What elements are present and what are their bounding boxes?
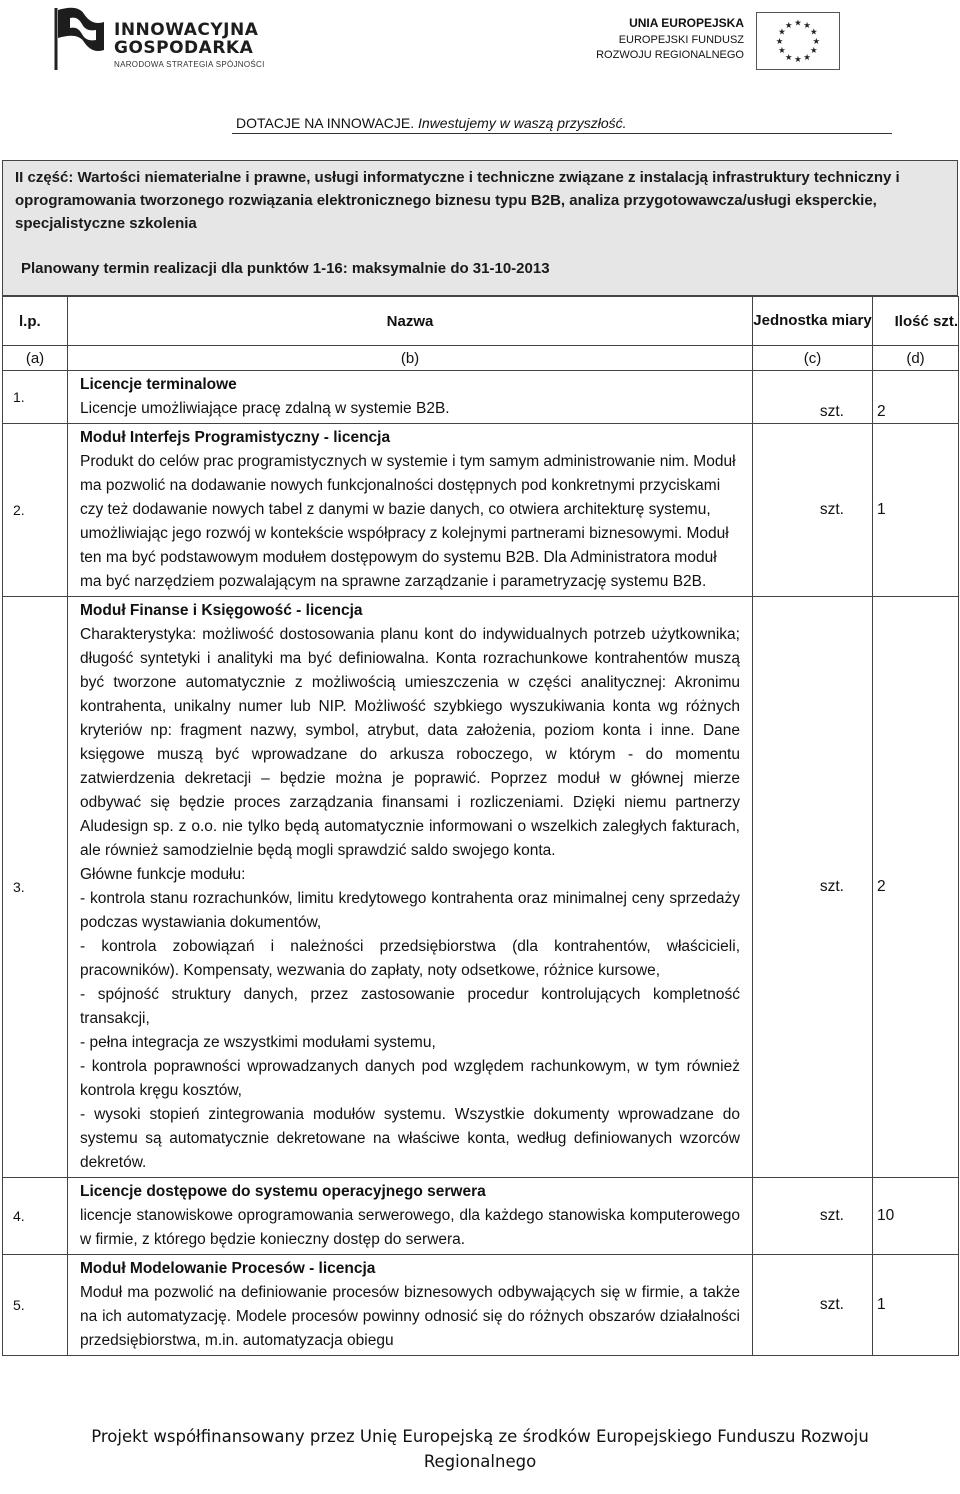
table-row xyxy=(3,424,959,597)
eu-star-icon: ★ xyxy=(810,26,818,37)
row-title: Licencje dostępowe do systemu operacyjnego serwera xyxy=(80,1183,486,1200)
row-qty: 2 xyxy=(873,597,959,1178)
row-name xyxy=(68,1178,753,1255)
row-title: Moduł Finanse i Księgowość - licencja xyxy=(80,602,363,619)
table-row xyxy=(3,1255,959,1356)
header-unit: Jednostka miary xyxy=(753,297,873,346)
row-name xyxy=(68,1255,753,1356)
part-title: II część: Wartości niematerialne i prawne, usługi informatyczne i techniczne związane z instalacją infrastruktury techniczny i oprogramowania tworzonego rozwiązania elektronicznego biznesu typu B2B, analiza przygotowawcza/usługi eksperckie, specjalistyczne szkolenia xyxy=(15,169,900,232)
flag-emblem-icon xyxy=(48,4,108,70)
tagline-normal: DOTACJE NA INNOWACJE. xyxy=(236,115,415,131)
eu-stars-icon xyxy=(756,12,840,70)
row-name xyxy=(68,371,753,424)
header-lp: l.p. xyxy=(3,297,68,346)
row-desc: Licencje umożliwiające pracę zdalną w systemie B2B. xyxy=(80,400,450,417)
row-number: 4. xyxy=(3,1178,68,1255)
row-desc: Moduł ma pozwolić na definiowanie procesów biznesowych odbywających się w firmie, a także na ich automatyzację. Modele procesów powinny odnosić się do różnych obszarów działalności przedsiębiorstwa, m.in. automatyzacja obiegu xyxy=(80,1284,740,1349)
eu-star-icon: ★ xyxy=(794,54,802,65)
row-unit: szt. xyxy=(753,424,873,597)
logo-left-line3: NARODOWA STRATEGIA SPÓJNOŚCI xyxy=(114,60,265,69)
logo-right-line1: UNIA EUROPEJSKA xyxy=(629,16,744,30)
eu-star-icon: ★ xyxy=(775,35,784,46)
table-row xyxy=(3,371,959,424)
header-qty: Ilość szt. xyxy=(873,297,959,346)
letter-b: (b) xyxy=(68,346,753,371)
document-content xyxy=(2,160,958,1356)
row-number: 5. xyxy=(3,1255,68,1356)
table-header-row xyxy=(3,297,959,346)
list-item: - wysoki stopień zintegrowania modułów systemu. Wszystkie dokumenty wprowadzane do systemu są automatycznie dekretowane na właściwe konta, według definiowanych wzorców dekretów. xyxy=(80,1106,740,1171)
row-number: 1. xyxy=(3,371,68,424)
eu-star-icon: ★ xyxy=(803,19,812,30)
innowacyjna-gospodarka-logo xyxy=(48,4,288,72)
header-name: Nazwa xyxy=(68,297,753,346)
eu-star-icon: ★ xyxy=(778,45,786,56)
row-desc: Charakterystyka: możliwość dostosowania planu kont do indywidualnych potrzeb użytkownika; długość syntetyki i analityki ma być definiowalna. Konta rozrachunkowe kontrahentów muszą być tworzone automatycznie z możliwością umieszczenia w części analitycznej: Akronimu kontrahenta, unikalny numer lub NIP. Możliwość szybkiego wyszukiwania konta wg różnych kryteriów np: fragment nazwy, symbol, atrybut, data założenia, poziom konta i inne. Dane księgowe muszą być wprowadzane do arkusza roboczego, w którym - do momentu zatwierdzenia dekretacji – będzie można je poprawić. Poprzez moduł w głównej mierze odbywać się będzie proces zarządzania finansami i rozliczeniami. Dzięki niemu partnerzy Aludesign sp. z o.o. nie tylko będą automatycznie informowani o wszelkich zaległych fakturach, ale również samodzielnie będą mogli sprawdzić saldo swojego konta. xyxy=(80,626,740,859)
table-row xyxy=(3,1178,959,1255)
eu-star-icon: ★ xyxy=(784,51,793,62)
list-item: - spójność struktury danych, przez zastosowanie procedur kontrolujących kompletność transakcji, xyxy=(80,986,740,1027)
list-item: - kontrola poprawności wprowadzanych danych pod względem rachunkowym, w tym również kontrola kręgu kosztów, xyxy=(80,1058,740,1099)
row-name xyxy=(68,597,753,1178)
tagline-italic: Inwestujemy w waszą przyszłość. xyxy=(418,115,627,131)
row-qty: 1 xyxy=(873,424,959,597)
letter-d: (d) xyxy=(873,346,959,371)
list-item: - kontrola stanu rozrachunków, limitu kredytowego kontrahenta oraz minimalnej ceny sprzedaży podczas wystawiania dokumentów, xyxy=(80,890,740,931)
eu-star-icon: ★ xyxy=(794,17,802,28)
logo-right-line3: ROZWOJU REGIONALNEGO xyxy=(596,49,744,61)
page-header xyxy=(0,0,960,140)
list-item: - pełna integracja ze wszystkimi modułami systemu, xyxy=(80,1034,436,1051)
row-name xyxy=(68,424,753,597)
row-qty: 1 xyxy=(873,1255,959,1356)
tagline xyxy=(236,115,627,131)
eu-star-icon: ★ xyxy=(812,35,821,46)
eu-star-icon: ★ xyxy=(803,51,812,62)
row-title: Licencje terminalowe xyxy=(80,376,237,393)
items-table xyxy=(2,296,959,1356)
row-title: Moduł Interfejs Programistyczny - licencja xyxy=(80,429,391,446)
footer-line2: Regionalnego xyxy=(423,1452,537,1471)
row-title: Moduł Modelowanie Procesów - licencja xyxy=(80,1260,376,1277)
table-row xyxy=(3,597,959,1178)
letter-c: (c) xyxy=(753,346,873,371)
page-footer xyxy=(0,1424,960,1474)
row-list-intro: Główne funkcje modułu: xyxy=(80,866,246,883)
row-number: 3. xyxy=(3,597,68,1178)
footer-line1: Projekt współfinansowany przez Unię Europejską ze środków Europejskiego Funduszu Rozwoju xyxy=(91,1427,869,1446)
row-qty: 2 xyxy=(873,371,959,424)
eu-star-icon: ★ xyxy=(810,45,818,56)
logo-right-line2: EUROPEJSKI FUNDUSZ xyxy=(618,34,744,46)
table-letter-row xyxy=(3,346,959,371)
row-unit: szt. xyxy=(753,1255,873,1356)
list-item: - kontrola zobowiązań i należności przedsiębiorstwa (dla kontrahentów, właścicieli, pracowników). Kompensaty, wezwania do zapłaty, noty odsetkowe, różnice kursowe, xyxy=(80,938,740,979)
logo-left-line1: INNOWACYJNA xyxy=(114,20,259,40)
row-desc: Produkt do celów prac programistycznych w systemie i tym samym administrowanie nim. Moduł ma pozwolić na dodawanie nowych funkcjonalności dostępnych pod konkretnymi przyciskami czy też dodawanie nowych tabel z danymi w bazie danych, co otwiera architekturę systemu, umożliwiając jego rozwój w kontekście współpracy z kolejnymi partnerami biznesowymi. Moduł ten ma być podstawowym modułem dostępowym do systemu B2B. Dla Administratora moduł ma być narzędziem pozwalającym na sprawne zarządzanie i parametryzację systemu B2B. xyxy=(80,453,736,590)
row-desc: licencje stanowiskowe oprogramowania serwerowego, dla każdego stanowiska komputerowego w firmie, z którego będzie konieczny dostęp do serwera. xyxy=(80,1207,740,1248)
eu-star-icon: ★ xyxy=(784,19,793,30)
row-unit: szt. xyxy=(753,597,873,1178)
header-divider xyxy=(232,133,892,134)
row-unit: szt. xyxy=(753,1178,873,1255)
eu-star-icon: ★ xyxy=(778,26,786,37)
letter-a: (a) xyxy=(3,346,68,371)
row-number: 2. xyxy=(3,424,68,597)
row-unit: szt. xyxy=(753,371,873,424)
part-term: Planowany termin realizacji dla punktów 1-16: maksymalnie do 31-10-2013 xyxy=(21,260,550,277)
row-qty: 10 xyxy=(873,1178,959,1255)
logo-left-line2: GOSPODARKA xyxy=(114,38,254,58)
eu-logo xyxy=(586,12,926,72)
part-header-box xyxy=(2,160,958,296)
